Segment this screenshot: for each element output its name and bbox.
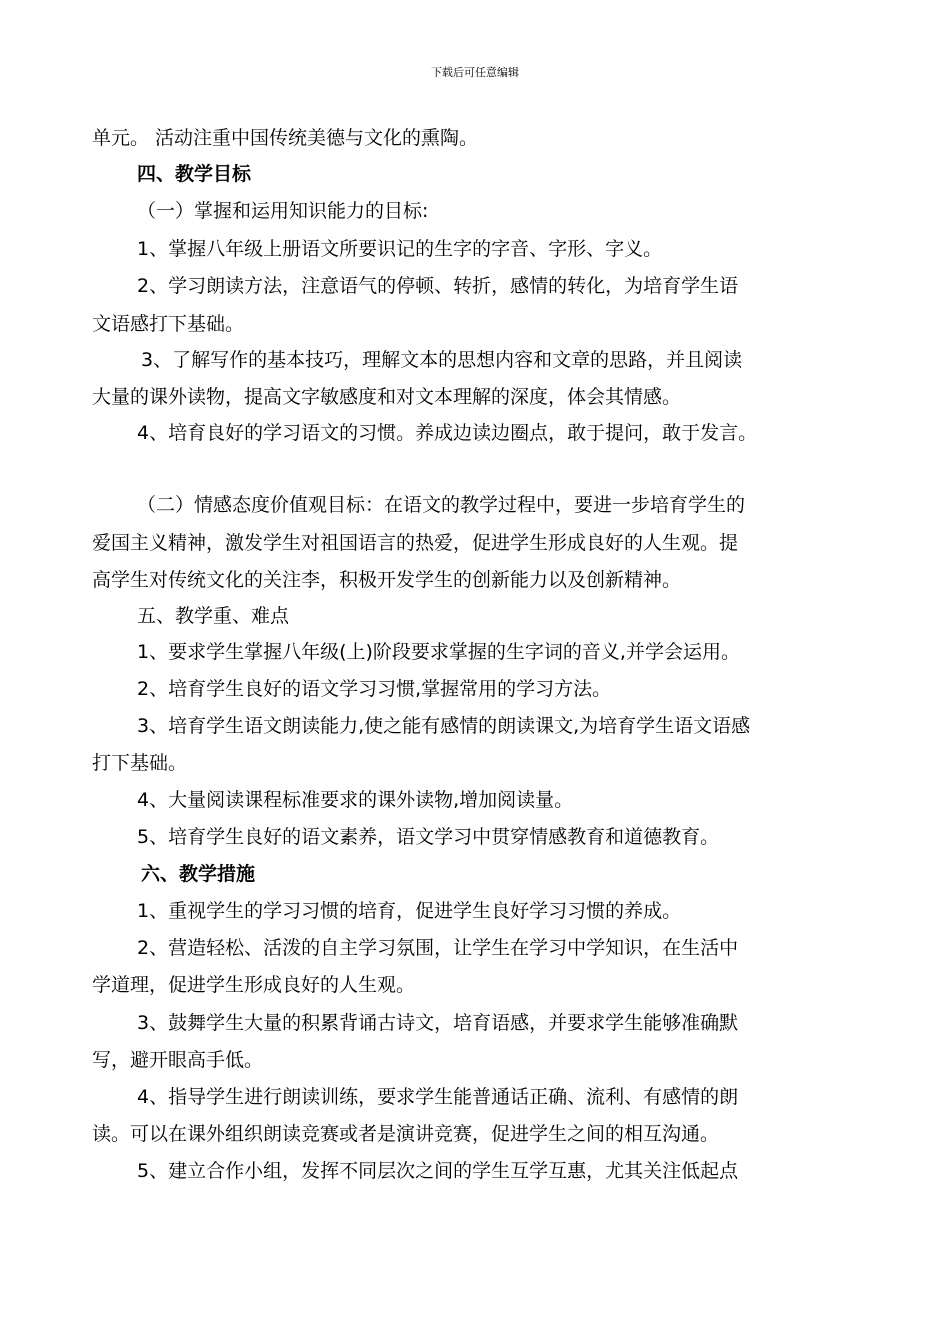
text-line-8: 大量的课外读物，提高文字敏感度和对文本理解的深度，体会其情感。 xyxy=(92,386,682,408)
subsection-heading-2: （二）情感态度价值观目标：在语文的教学过程中，要进一步培育学生的 xyxy=(137,494,746,516)
text-line-16: 3、培育学生语文朗读能力,使之能有感情的朗读课文,为培育学生语文语感 xyxy=(137,715,751,737)
text-line-26: 4、指导学生进行朗读训练，要求学生能普通话正确、流利、有感情的朗 xyxy=(137,1086,739,1108)
text-line-11: 爱国主义精神，激发学生对祖国语言的热爱，促进学生形成良好的人生观。提 xyxy=(92,532,739,554)
text-line-22: 2、营造轻松、活泼的自主学习氛围，让学生在学习中学知识，在生活中 xyxy=(137,937,739,959)
section-heading-5: 五、教学重、难点 xyxy=(137,605,290,627)
text-line-21: 1、重视学生的学习习惯的培育，促进学生良好学习习惯的养成。 xyxy=(137,900,682,922)
text-line-12: 高学生对传统文化的关注李，积极开发学生的创新能力以及创新精神。 xyxy=(92,569,682,591)
text-line-28: 5、建立合作小组，发挥不同层次之间的学生互学互惠，尤其关注低起点 xyxy=(137,1160,739,1182)
text-line-7: 3、了解写作的基本技巧，理解文本的思想内容和文章的思路，并且阅读 xyxy=(141,349,743,371)
text-line-25: 写，避开眼高手低。 xyxy=(92,1049,264,1071)
header-note: 下载后可任意编辑 xyxy=(431,66,519,79)
section-heading-4: 四、教学目标 xyxy=(137,163,252,185)
text-line-15: 2、培育学生良好的语文学习习惯,掌握常用的学习方法。 xyxy=(137,678,612,700)
text-line-9: 4、培育良好的学习语文的习惯。养成边读边圈点，敢于提问，敢于发言。 xyxy=(137,422,758,444)
text-line-6: 文语感打下基础。 xyxy=(92,313,245,335)
text-line-14: 1、要求学生掌握八年级(上)阶段要求掌握的生字词的音义,并学会运用。 xyxy=(137,641,740,663)
section-heading-6: 六、教学措施 xyxy=(141,863,256,885)
subsection-heading-1: （一）掌握和运用知识能力的目标: xyxy=(137,200,429,222)
text-line-19: 5、培育学生良好的语文素养，语文学习中贯穿情感教育和道德教育。 xyxy=(137,826,720,848)
text-line-23: 学道理，促进学生形成良好的人生观。 xyxy=(92,974,416,996)
text-line-24: 3、鼓舞学生大量的积累背诵古诗文，培育语感，并要求学生能够准确默 xyxy=(137,1012,739,1034)
text-line-17: 打下基础。 xyxy=(92,752,188,774)
text-line-4: 1、掌握八年级上册语文所要识记的生字的字音、字形、字义。 xyxy=(137,238,663,260)
text-line-18: 4、大量阅读课程标准要求的课外读物,增加阅读量。 xyxy=(137,789,574,811)
text-line-5: 2、学习朗读方法，注意语气的停顿、转折，感情的转化，为培育学生语 xyxy=(137,275,739,297)
text-line-1: 单元。 活动注重中国传统美德与文化的熏陶。 xyxy=(92,127,479,149)
text-line-27: 读。可以在课外组织朗读竞赛或者是演讲竞赛，促进学生之间的相互沟通。 xyxy=(92,1123,720,1145)
